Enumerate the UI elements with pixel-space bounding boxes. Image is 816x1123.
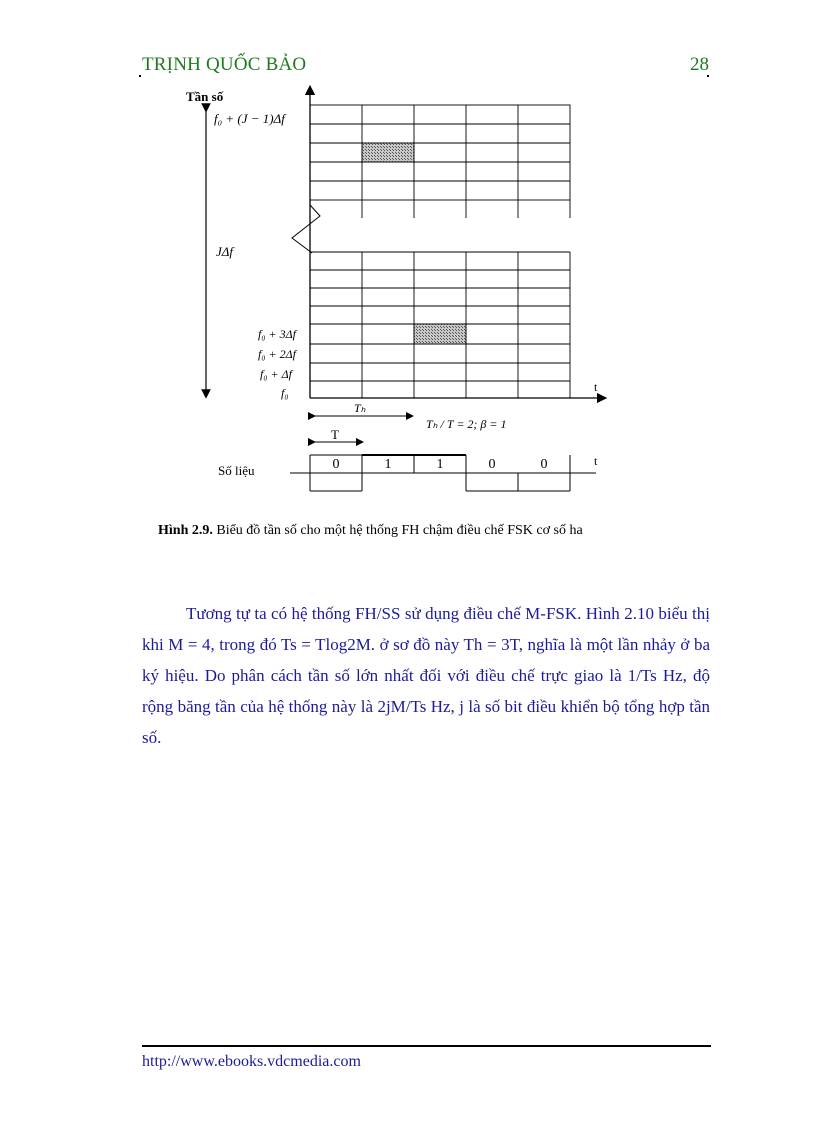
footer-url[interactable]: http://www.ebooks.vdcmedia.com (142, 1053, 361, 1070)
freq-label-2: f₀ + 2Δf (258, 347, 296, 361)
caption-text: Biểu đồ tần số cho một hệ thống FH chậm điều chế FSK cơ số ha (216, 523, 583, 538)
freq-label-0: f₀ (281, 386, 289, 400)
bit-value: 1 (436, 457, 444, 472)
ratio-label: Tₕ / T = 2; β = 1 (426, 417, 507, 431)
header-page-number: 28 (690, 54, 709, 75)
axis-break (292, 205, 320, 253)
figure-caption (158, 523, 583, 539)
bit-value: 0 (332, 457, 340, 472)
body-paragraph: Tương tự ta có hệ thống FH/SS sử dụng điều chế M-FSK. Hình 2.10 biểu thị khi M = 4, trong đó Ts = Tlog2M. ở sơ đồ này Th = 3T, nghĩa là một lần nhảy ở ba ký hiệu. Do phân cách tần số lớn nhất đối với điều chế trực giao là 1/Ts Hz, độ rộng băng tần của hệ thống này là 2jM/Ts Hz, j là số bit điều khiển bộ tổng hợp tần số. (142, 604, 710, 747)
t-label: T (331, 427, 339, 442)
bit-value: 1 (384, 457, 392, 472)
top-frequency-label: f₀ + (J − 1)Δf (214, 111, 285, 126)
data-label: Số liệu (218, 463, 255, 478)
y-axis-label: Tần số (186, 89, 224, 104)
header-author: TRỊNH QUỐC BẢO (142, 54, 307, 75)
upper-grid (310, 105, 570, 218)
hop-cell-high (362, 143, 414, 162)
hop-cell-low (414, 324, 466, 344)
freq-label-3: f₀ + 3Δf (258, 327, 296, 341)
freq-label-1: f₀ + Δf (260, 367, 292, 381)
th-label: Tₕ (354, 401, 366, 415)
bit-value: 0 (540, 457, 548, 472)
time-axis-label-data: t (594, 454, 598, 468)
span-label: JΔf (216, 244, 234, 259)
bit-value: 0 (488, 457, 496, 472)
time-axis-label: t (594, 380, 598, 394)
caption-number: Hình 2.9. (158, 523, 213, 538)
frequency-hopping-figure (0, 0, 816, 520)
footer-divider (142, 1045, 711, 1047)
